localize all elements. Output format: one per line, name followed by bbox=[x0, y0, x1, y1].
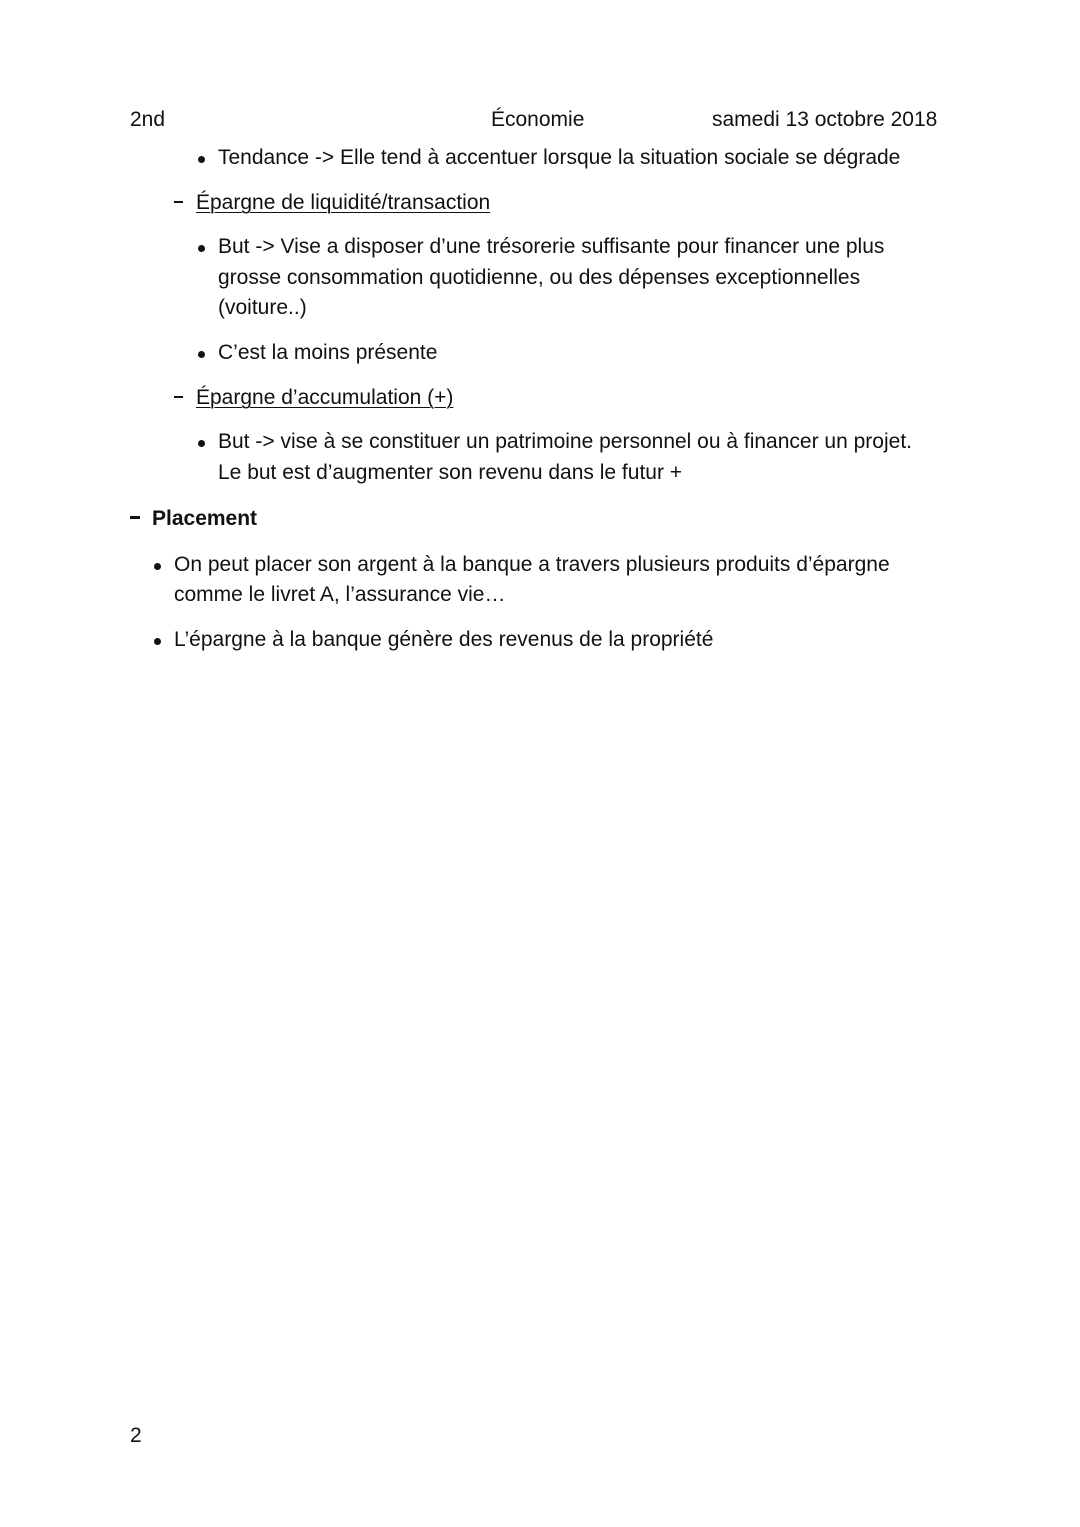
dash-marker bbox=[174, 396, 183, 398]
bullet-dot bbox=[198, 351, 205, 358]
placement-heading: Placement bbox=[152, 507, 258, 530]
bullet-dot bbox=[198, 156, 205, 163]
placement-item-2-line-1: L’épargne à la banque génère des revenus de la propriété bbox=[174, 628, 714, 651]
page-number: 2 bbox=[130, 1424, 142, 1447]
liquidite-but-line-1: But -> Vise a disposer d’une trésorerie suffisante pour financer une plus bbox=[218, 235, 885, 258]
placement-item-1-line-2: comme le livret A, l’assurance vie… bbox=[174, 583, 506, 606]
accumulation-heading: Épargne d’accumulation (+) bbox=[196, 386, 454, 409]
bullet-dot bbox=[198, 440, 205, 447]
tendance-text: Tendance -> Elle tend à accentuer lorsque la situation sociale se dégrade bbox=[218, 146, 901, 169]
bullet-dot bbox=[154, 563, 161, 570]
accumulation-but-line-2: Le but est d’augmenter son revenu dans le futur + bbox=[218, 461, 683, 484]
liquidite-moins-text: C’est la moins présente bbox=[218, 341, 438, 364]
dash-marker bbox=[174, 201, 183, 203]
dash-marker bbox=[130, 516, 140, 519]
liquidite-heading: Épargne de liquidité/transaction bbox=[196, 191, 491, 214]
header-subject-title: Économie bbox=[491, 108, 585, 131]
header-class-label: 2nd bbox=[130, 108, 166, 131]
bullet-dot bbox=[154, 638, 161, 645]
placement-item-1-line-1: On peut placer son argent à la banque a travers plusieurs produits d’épargne bbox=[174, 553, 890, 576]
bullet-dot bbox=[198, 245, 205, 252]
header-date: samedi 13 octobre 2018 bbox=[712, 108, 938, 131]
liquidite-but-line-3: (voiture..) bbox=[218, 296, 307, 319]
accumulation-but-line-1: But -> vise à se constituer un patrimoine personnel ou à financer un projet. bbox=[218, 430, 912, 453]
liquidite-but-line-2: grosse consommation quotidienne, ou des dépenses exceptionnelles bbox=[218, 266, 861, 289]
